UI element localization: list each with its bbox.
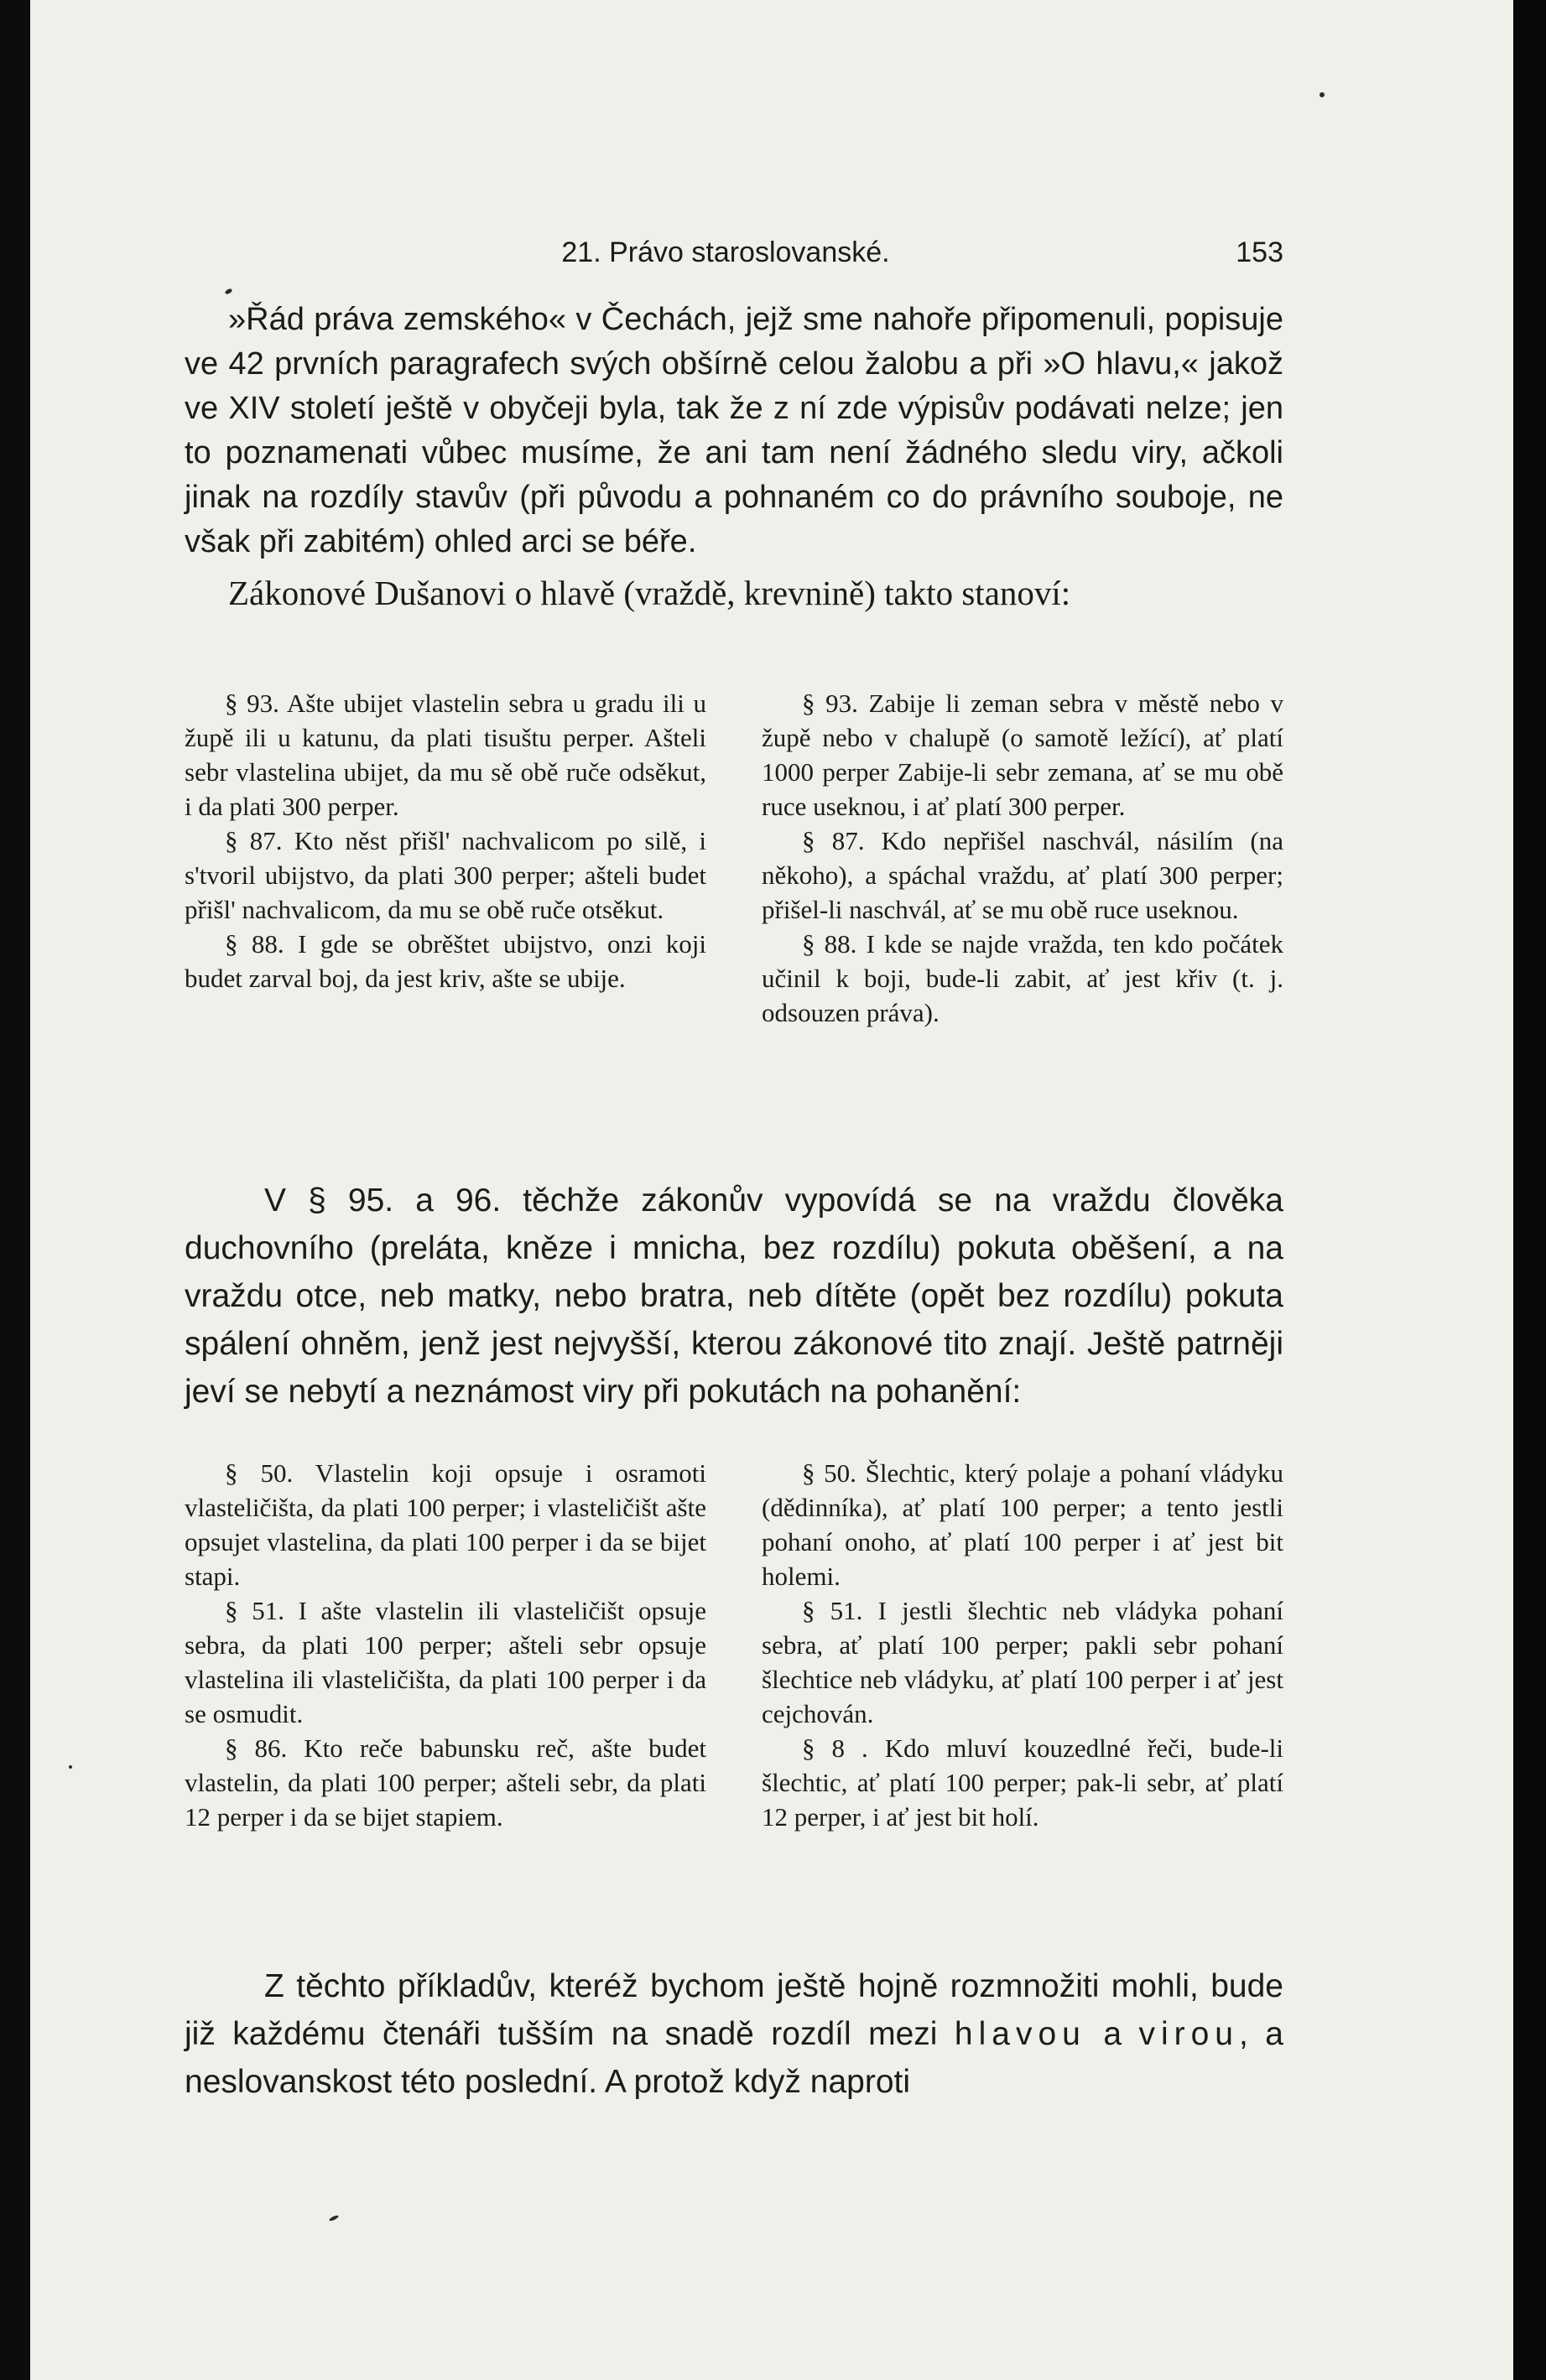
right2-paragraph-3: § 8 . Kdo mluví kouzedlné řeči, bude-li šlechtic, ať platí 100 perper; pak-li sebr, ať platí 12 perper, i ať jest bit holí. [762, 1733, 1283, 1832]
left2-paragraph-2: § 51. I ašte vlastelin ili vlasteličišt opsuje sebra, da plati 100 perper; ašteli sebr opsuje vlastelina ili vlasteličišta, da plati 100 perper i da se osmudit. [185, 1596, 706, 1728]
right-column-czech-2 [762, 1456, 1283, 1834]
page-number: 153 [1236, 236, 1283, 268]
scan-border-right [1513, 0, 1546, 2380]
middle-section [185, 1177, 1283, 1416]
running-title: 21. Právo staroslovanské. [561, 236, 890, 268]
left-paragraph-1: § 93. Ašte ubijet vlastelin sebra u gradu ili u župě ili u katunu, da plati tisuštu perper. Ašteli sebr vlastelina ubijet, da mu sě obě ruče odsěkut, i da plati 300 perper. [185, 689, 706, 821]
closing-section [185, 1962, 1283, 2106]
right-paragraph-3: § 88. I kde se najde vražda, ten kdo počátek učinil k boji, bude-li zabit, ať jest křiv (t. j. odsouzen práva). [762, 929, 1283, 1027]
intro-section [185, 298, 1283, 616]
left-column-serbian [185, 686, 706, 1030]
right2-paragraph-2: § 51. I jestli šlechtic neb vládyka pohaní sebra, ať platí 100 perper; pakli sebr pohaní šlechtice neb vládyku, ať platí 100 perper i ať jest cejchován. [762, 1596, 1283, 1728]
closing-text-2: , a neslovanskost této poslední. A protož když naproti [185, 2016, 1283, 2100]
right-paragraph-1: § 93. Zabije li zeman sebra v městě nebo v župě nebo v chalupě (o samotě ležící), ať platí 1000 perper Zabije-li sebr zemana, ať se mu obě ruce useknou, i ať platí 300 perper. [762, 689, 1283, 821]
left-paragraph-2: § 87. Kto něst přišl' nachvalicom po silě, i s'tvoril ubijstvo, da plati 300 perper; ašteli budet přišl' nachvalicom, da mu se obě ruče otsěkut. [185, 826, 706, 924]
left-column-serbian-2 [185, 1456, 706, 1834]
intro-lead-in: Zákonové Dušanovi o hlavě (vraždě, krevnině) takto stanoví: [228, 574, 1071, 612]
closing-text-1: Z těchto příkladův, kteréž bychom ještě hojně rozmnožiti mohli, bude již každému čtenáři tušším na snadě rozdíl mezi [185, 1968, 1283, 2052]
speck-mark [69, 1765, 72, 1769]
intro-paragraph: »Řád práva zemského« v Čechách, jejž sme nahoře připomenuli, popisuje ve 42 prvních paragrafech svých obšírně celou žalobu a při »O hlavu,« jakož ve XIV století ještě v obyčeji byla, tak že z ní zde výpisův podávati nelze; jen to poznamenati vůbec musíme, že ani tam není žádného sledu viry, ačkoli jinak na rozdíly stavův (při původu a pohnaném co do právního souboje, ne však při zabitém) ohled arci se béře. [185, 302, 1283, 559]
spaced-word-hlavou: hlavou [954, 2016, 1086, 2052]
closing-conjunction: a [1103, 2016, 1122, 2052]
left2-paragraph-3: § 86. Kto reče babunsku reč, ašte budet vlastelin, da plati 100 perper; ašteli sebr, da plati 12 perper i da se bijet stapiem. [185, 1733, 706, 1832]
right-column-czech [762, 686, 1283, 1030]
left2-paragraph-1: § 50. Vlastelin koji opsuje i osramoti vlasteličišta, da plati 100 perper; i vlasteličišt ašte opsujet vlastelina, da plati 100 perper i da se bijet stapi. [185, 1458, 706, 1591]
speck-mark [1320, 92, 1325, 97]
spaced-word-virou: virou [1138, 2016, 1240, 2052]
parallel-text-2 [185, 1456, 1283, 1834]
page-header [168, 236, 1283, 278]
parallel-text-1 [185, 686, 1283, 1030]
right-paragraph-2: § 87. Kdo nepřišel naschvál, násilím (na někoho), a spáchal vraždu, ať platí 300 perper; přišel-li naschvál, ať se mu obě ruce useknou. [762, 826, 1283, 924]
closing-paragraph [185, 1962, 1283, 2106]
right2-paragraph-1: § 50. Šlechtic, který polaje a pohaní vládyku (dědinníka), ať platí 100 perper; a tento jestli pohaní onoho, ať platí 100 perper i ať jest bit holemi. [762, 1458, 1283, 1591]
middle-paragraph: V § 95. a 96. těchže zákonův vypovídá se na vraždu člověka duchovního (preláta, kněze i mnicha, bez rozdílu) pokuta oběšení, a na vraždu otce, neb matky, nebo bratra, neb dítěte (opět bez rozdílu) pokuta spálení ohněm, jenž jest nejvyšší, kterou zákonové tito znají. Ještě patrněji jeví se nebytí a neznámost viry při pokutách na pohanění: [185, 1182, 1283, 1410]
left-paragraph-3: § 88. I gde se obrěštet ubijstvo, onzi koji budet zarval boj, da jest kriv, ašte se ubije. [185, 929, 706, 993]
